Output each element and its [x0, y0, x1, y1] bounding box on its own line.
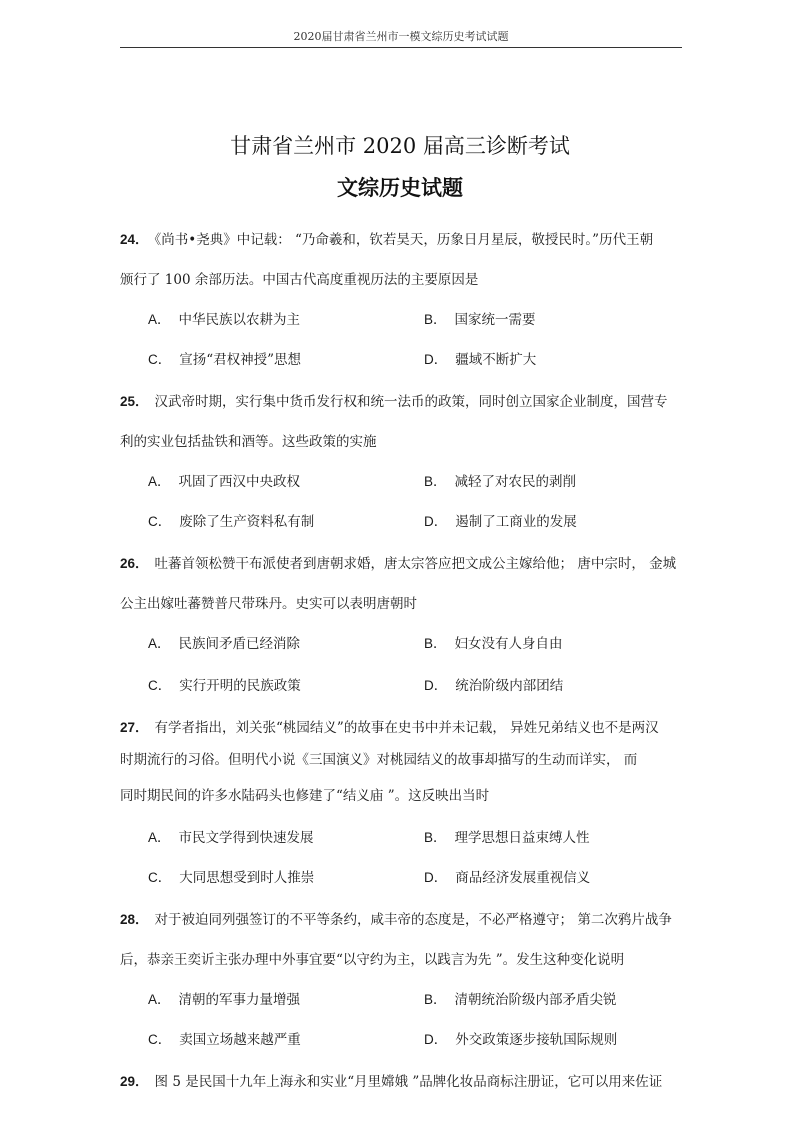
option-text: 清朝统治阶级内部矛盾尖锐 — [454, 992, 617, 1008]
question-27-option-d — [424, 866, 590, 886]
option-text: 市民文学得到快速发展 — [178, 830, 314, 846]
question-29-line-1 — [120, 1070, 662, 1090]
question-text: 吐蕃首领松赞干布派使者到唐朝求婚，唐太宗答应把文成公主嫁给他； 唐中宗时， 金城 — [154, 556, 677, 572]
question-27-line-1 — [120, 716, 659, 736]
question-26-option-b — [424, 632, 563, 652]
option-letter: B． — [424, 312, 447, 327]
option-letter: D． — [424, 514, 448, 529]
question-28-option-a — [148, 988, 300, 1008]
option-text: 宣扬“君权神授”思想 — [179, 352, 302, 368]
question-24-option-c — [148, 348, 301, 368]
question-28-line-1 — [120, 908, 672, 928]
question-text: 汉武帝时期，实行集中货币发行权和统一法币的政策，同时创立国家企业制度，国营专 — [154, 394, 668, 410]
option-text: 清朝的军事力量增强 — [178, 992, 301, 1008]
question-text: 有学者指出，刘关张“桃园结义”的故事在史书中并未记载， 异姓兄弟结义也不是两汉 — [154, 720, 659, 736]
option-text: 统治阶级内部团结 — [455, 678, 564, 694]
option-text: 大同思想受到时人推崇 — [179, 870, 315, 886]
option-text: 中华民族以农耕为主 — [178, 312, 301, 328]
question-26-line-1 — [120, 552, 676, 572]
question-25-option-d — [424, 510, 577, 530]
question-number: 28． — [120, 912, 149, 927]
option-text: 外交政策逐步接轨国际规则 — [455, 1032, 618, 1048]
option-text: 理学思想日益束缚人性 — [454, 830, 590, 846]
question-25-line-1 — [120, 390, 668, 410]
question-number: 27． — [120, 720, 149, 735]
option-letter: C． — [148, 678, 172, 693]
option-text: 废除了生产资料私有制 — [179, 514, 315, 530]
question-27-line-3: 同时期民间的许多水陆码头也修建了“结义庙 ”。这反映出当时 — [120, 788, 490, 804]
option-text: 实行开明的民族政策 — [179, 678, 301, 694]
question-text: 《尚书•尧典》中记载： “乃命羲和，钦若昊天，历象日月星辰，敬授民时。”历代王朝 — [154, 232, 654, 248]
option-letter: C． — [148, 1032, 172, 1047]
option-letter: B． — [424, 992, 447, 1007]
option-letter: C． — [148, 870, 172, 885]
option-letter: A． — [148, 636, 171, 651]
question-26-option-a — [148, 632, 300, 652]
question-25-option-a — [148, 470, 300, 490]
option-letter: D． — [424, 352, 448, 367]
question-text: 对于被迫同列强签订的不平等条约，咸丰帝的态度是，不必严格遵守； 第二次鸦片战争 — [154, 912, 672, 928]
question-26-option-c — [148, 674, 301, 694]
option-letter: A． — [148, 312, 171, 327]
question-24-option-a — [148, 308, 300, 328]
option-text: 国家统一需要 — [454, 312, 536, 328]
question-24-line-2: 颁行了 100 余部历法。中国古代高度重视历法的主要原因是 — [120, 272, 479, 288]
question-27-option-c — [148, 866, 314, 886]
option-letter: D． — [424, 678, 448, 693]
option-letter: D． — [424, 870, 448, 885]
option-letter: C． — [148, 352, 172, 367]
exam-title-block — [0, 130, 800, 202]
question-number: 29． — [120, 1074, 149, 1089]
option-letter: A． — [148, 992, 171, 1007]
question-25-option-b — [424, 470, 576, 490]
question-24-option-b — [424, 308, 536, 328]
option-text: 疆域不断扩大 — [455, 352, 537, 368]
option-text: 民族间矛盾已经消除 — [178, 636, 301, 652]
question-28-option-d — [424, 1028, 617, 1048]
exam-subtitle: 文综历史试题 — [337, 175, 463, 200]
question-number: 24． — [120, 232, 149, 247]
option-text: 遏制了工商业的发展 — [455, 514, 577, 530]
question-28-option-c — [148, 1028, 301, 1048]
running-header: 2020届甘肃省兰州市一模文综历史考试试题 — [120, 28, 682, 48]
question-27-option-a — [148, 826, 314, 846]
question-25-option-c — [148, 510, 314, 530]
option-text: 巩固了西汉中央政权 — [178, 474, 301, 490]
question-24-line-1 — [120, 228, 653, 248]
question-25-line-2: 利的实业包括盐铁和酒等。这些政策的实施 — [120, 434, 377, 450]
option-text: 卖国立场越来越严重 — [179, 1032, 301, 1048]
question-27-line-2: 时期流行的习俗。但明代小说《三国演义》对桃园结义的故事却描写的生动而详实， 而 — [120, 752, 638, 768]
exam-title: 甘肃省兰州市 2020 届高三诊断考试 — [230, 134, 570, 158]
option-letter: A． — [148, 830, 171, 845]
question-26-line-2: 公主出嫁吐蕃赞普尺带珠丹。史实可以表明唐朝时 — [120, 596, 417, 612]
question-number: 26． — [120, 556, 149, 571]
option-letter: D． — [424, 1032, 448, 1047]
option-text: 减轻了对农民的剥削 — [454, 474, 577, 490]
question-text: 图 5 是民国十九年上海永和实业“月里嫦娥 ”品牌化妆品商标注册证，它可以用来佐证 — [154, 1074, 663, 1090]
question-number: 25． — [120, 394, 149, 409]
question-26-option-d — [424, 674, 563, 694]
question-28-option-b — [424, 988, 617, 1008]
option-letter: B． — [424, 830, 447, 845]
option-letter: B． — [424, 474, 447, 489]
option-text: 商品经济发展重视信义 — [455, 870, 591, 886]
option-letter: C． — [148, 514, 172, 529]
question-27-option-b — [424, 826, 590, 846]
option-letter: B． — [424, 636, 447, 651]
question-28-line-2: 后，恭亲王奕䜣主张办理中外事宜要“以守约为主，以践言为先 ”。发生这种变化说明 — [120, 952, 625, 968]
option-text: 妇女没有人身自由 — [454, 636, 563, 652]
option-letter: A． — [148, 474, 171, 489]
question-24-option-d — [424, 348, 536, 368]
